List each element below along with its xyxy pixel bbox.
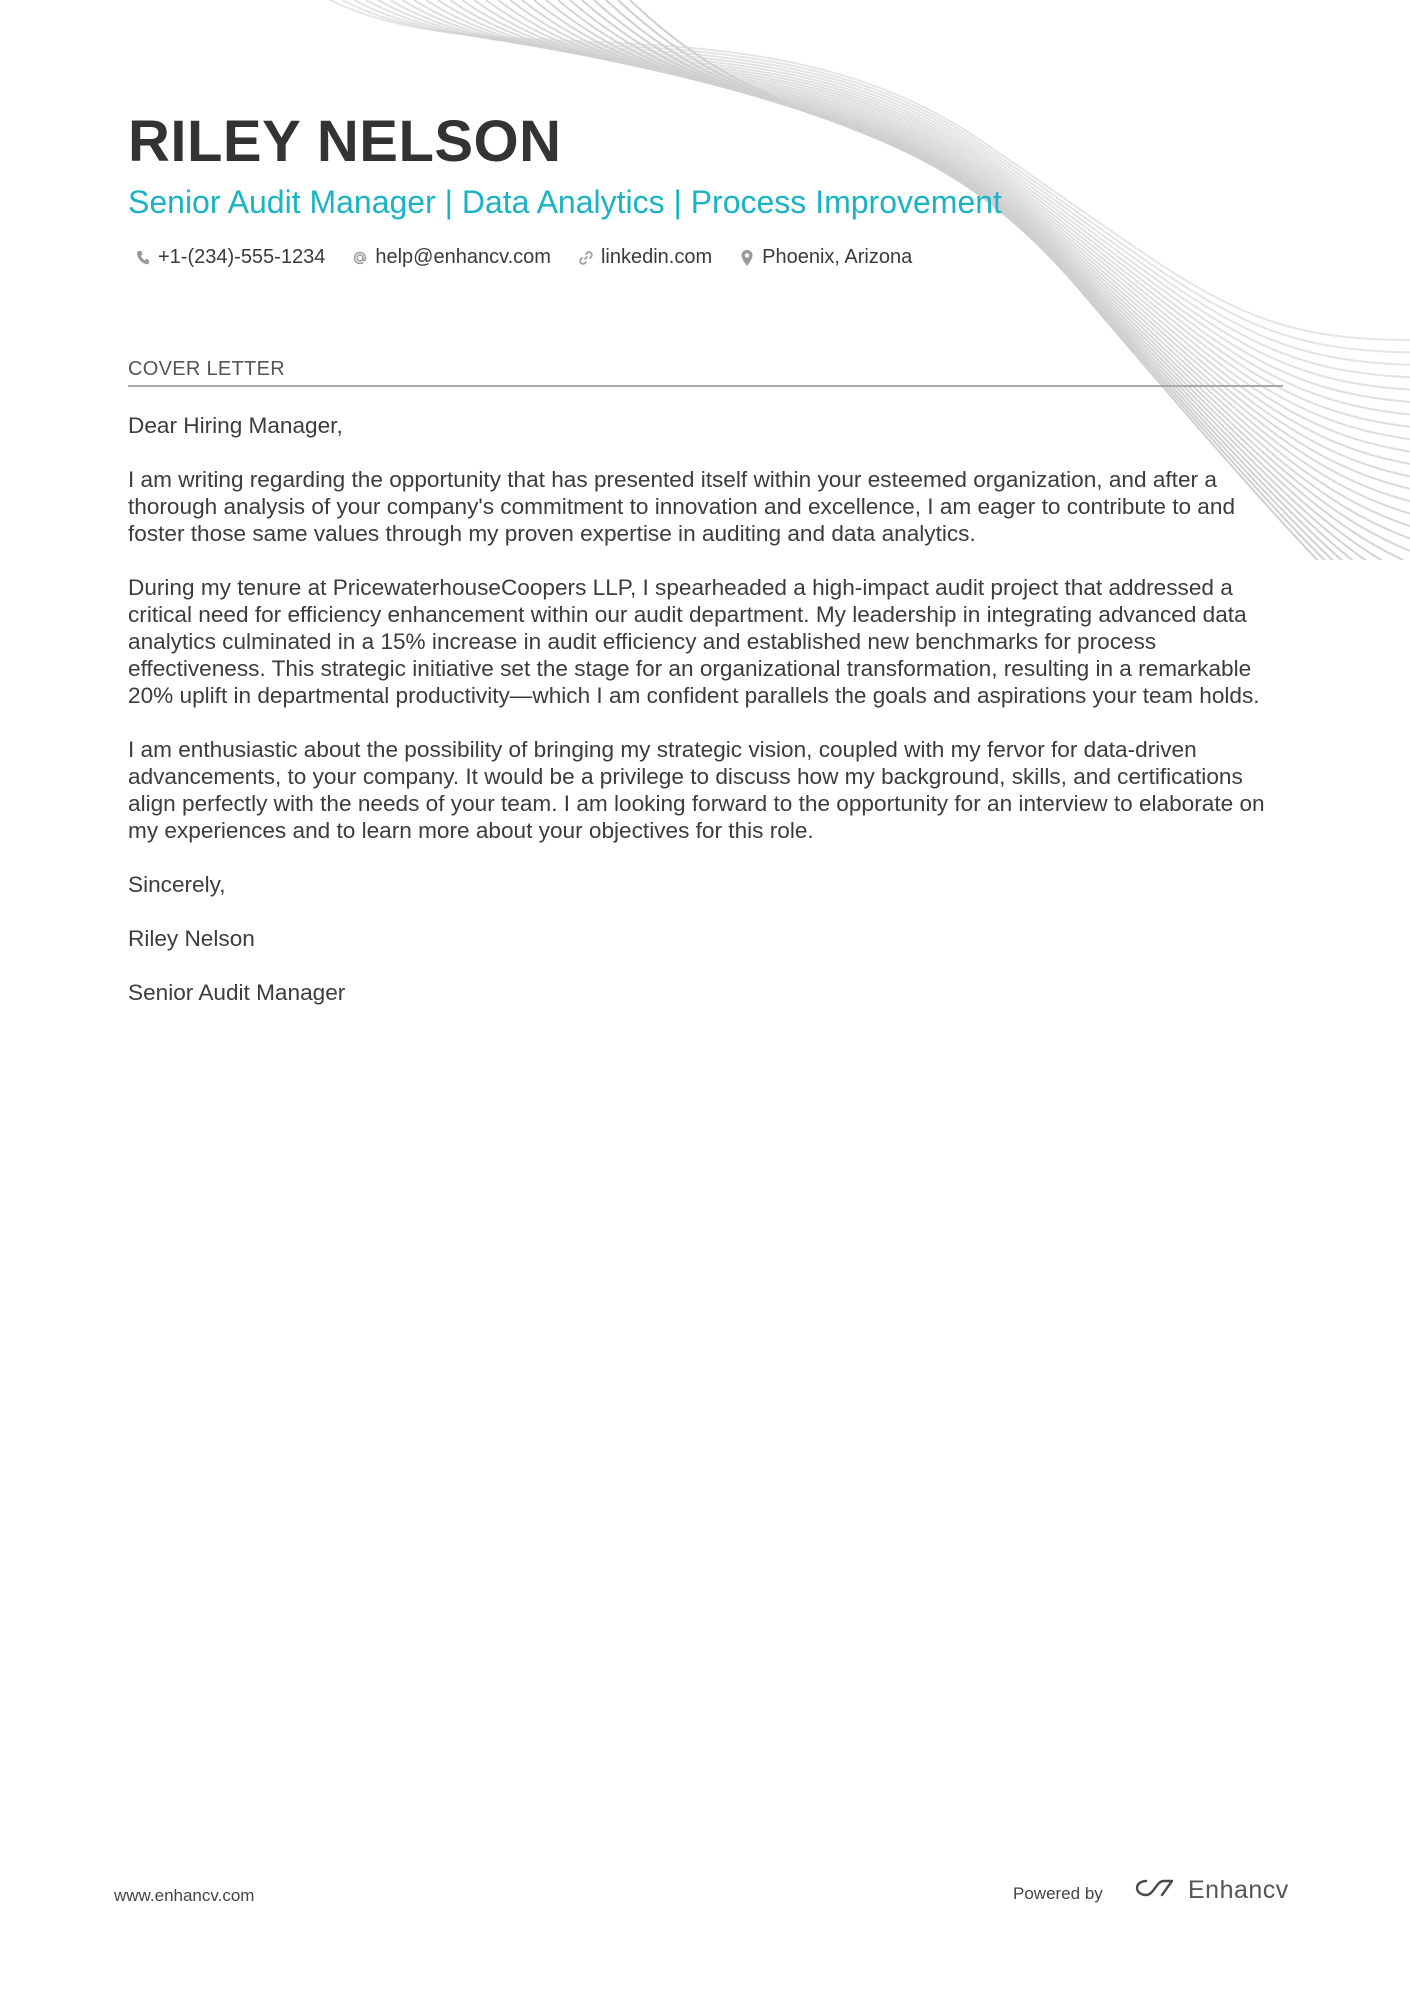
contact-location-text: Phoenix, Arizona <box>762 246 913 268</box>
contact-email-text: help@enhancv.com <box>375 246 551 268</box>
signature-name: Riley Nelson <box>128 926 255 951</box>
contact-phone[interactable] <box>134 246 325 269</box>
enhancv-logo-icon <box>1132 1876 1178 1905</box>
letter-body <box>128 412 1288 1033</box>
contact-row <box>134 246 938 269</box>
contact-linkedin-text: linkedin.com <box>600 246 713 268</box>
letter-salutation: Dear Hiring Manager, <box>128 413 343 438</box>
contact-location <box>738 246 912 269</box>
powered-by-label: Powered by <box>1013 1884 1103 1903</box>
wave-line <box>354 0 1410 365</box>
phone-icon <box>134 249 152 267</box>
wave-line <box>450 0 1410 464</box>
contact-linkedin[interactable] <box>577 246 712 269</box>
contact-email[interactable] <box>351 246 551 269</box>
candidate-headline: Senior Audit Manager | Data Analytics | Process Improvement <box>128 184 1002 220</box>
wave-line <box>342 0 1410 352</box>
letter-paragraph: I am enthusiastic about the possibility of bringing my strategic vision, coupled with my fervor for data-driven advancements, to your company. It would be a privilege to discuss how my background, skills, and certifications align perfectly with the needs of your team. I am looking forward to the opportunity for an interview to elaborate on my experiences and to learn more about your objectives for this role. <box>128 737 1265 843</box>
section-title-cover-letter: COVER LETTER <box>128 358 1283 387</box>
letter-closing: Sincerely, <box>128 872 226 897</box>
contact-phone-text: +1-(234)-555-1234 <box>158 246 326 268</box>
brand-name: Enhancv <box>1188 1876 1289 1904</box>
letter-paragraph: I am writing regarding the opportunity that has presented itself within your esteemed organization, and after a thorough analysis of your company's commitment to innovation and excellence, I am eager to contribute to and foster those same values through my proven expertise in auditing and data analytics. <box>128 467 1236 546</box>
signature-title: Senior Audit Manager <box>128 980 346 1005</box>
footer-website-link[interactable]: www.enhancv.com <box>114 1886 255 1905</box>
location-pin-icon <box>738 249 756 267</box>
link-icon <box>577 249 595 267</box>
enhancv-brand[interactable] <box>1132 1876 1289 1905</box>
letter-paragraph: During my tenure at PricewaterhouseCoopers LLP, I spearheaded a high-impact audit project that addressed a critical need for efficiency enhancement within our audit department. My leadership in integrating advanced data analytics culminated in a 15% increase in audit efficiency and established new benchmarks for process effectiveness. This strategic initiative set the stage for an organizational transformation, resulting in a remarkable 20% uplift in departmental productivity—which I am confident parallels the goals and aspirations your team holds. <box>128 575 1260 708</box>
wave-line <box>462 0 1410 476</box>
candidate-name: RILEY NELSON <box>128 109 562 174</box>
at-icon <box>351 249 369 267</box>
